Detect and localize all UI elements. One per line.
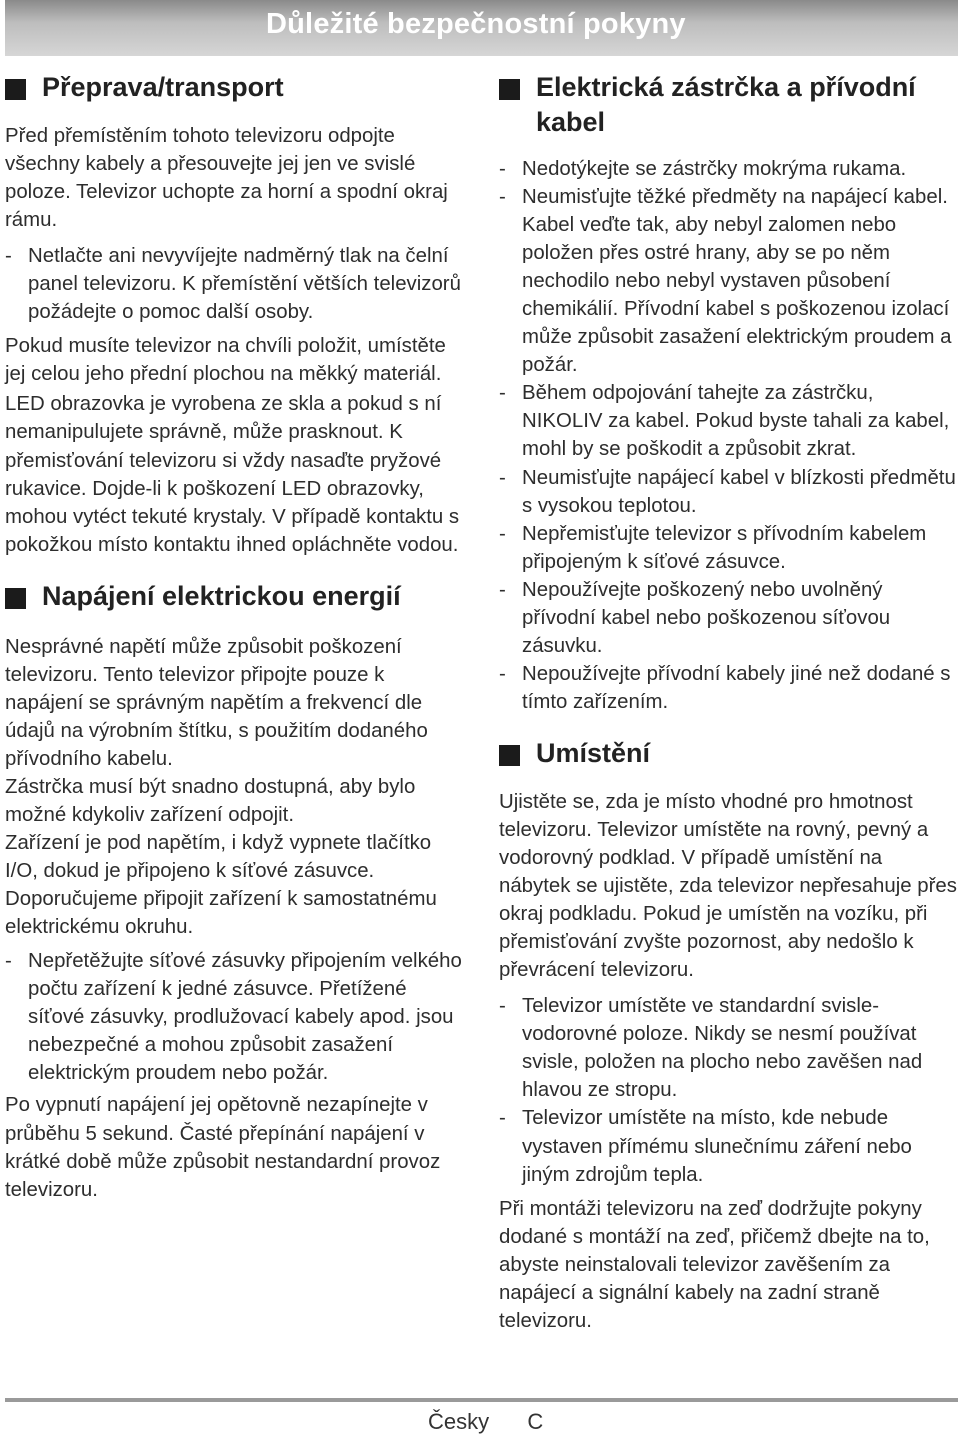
list-item: - Nepřemisťujte televizor s přívodním kabelem připojeným k síťové zásuvce. (499, 522, 927, 573)
section-title-placement: Umístění (499, 736, 957, 771)
power-circuit: Doporučujeme připojit zařízení k samostatnému elektrickému okruhu. (5, 888, 437, 939)
left-column (5, 70, 467, 1204)
list-item: - Neumisťujte těžké předměty na napájecí kabel. Kabel veďte tak, aby nebyl zalomen nebo položen přes ostré hrany, aby se po něm nechodilo nebo nebyl vystaven působení chemikálií. Přívodní kabel s poškozenou izolací může způsobit zasažení elektrickým proudem a požár. (499, 186, 952, 377)
page-number: C (527, 1409, 544, 1434)
section-title-transport: Přeprava/transport (5, 70, 467, 105)
footer-language: Česky (428, 1409, 490, 1434)
section-title-power: Napájení elektrickou energií (5, 579, 467, 614)
list-item: - Neumisťujte napájecí kabel v blízkosti předmětu s vysokou teplotou. (499, 466, 956, 517)
list-item: - Nedotýkejte se zástrčky mokrýma rukama. (499, 158, 907, 180)
list-item: - Nepoužívejte přívodní kabely jiné než dodané s tímto zařízením. (499, 662, 951, 713)
transport-intro: Před přemístěním tohoto televizoru odpojte všechny kabely a přesouvejte jej jen ve svislé poloze. Televizor uchopte za horní a spodní okraj rámu. (5, 125, 448, 232)
placement-intro: Ujistěte se, zda je místo vhodné pro hmotnost televizoru. Televizor umístěte na rovný, pevný a vodorovný podklad. V případě umístění na nábytek se ujistěte, zda televizor nepřesahuje přes okraj podkladu. Pokud je umístěn na vozíku, při přemisťování zvyšte pozornost, aby nedošlo k převrácení televizoru. (499, 790, 957, 982)
list-item: - Nepoužívejte poškozený nebo uvolněný přívodní kabel nebo poškozenou síťovou zásuvku. (499, 578, 891, 657)
power-plug-access: Zástrčka musí být snadno dostupná, aby bylo možné kdykoliv zařízení odpojit. (5, 775, 416, 826)
section-title-plug: Elektrická zástrčka a přívodní kabel (499, 70, 957, 140)
transport-lay-down: Pokud musíte televizor na chvíli položit, umístěte jej celou jeho přední plochou na měkký materiál. (5, 335, 446, 386)
list-item: - Televizor umístěte na místo, kde nebude vystaven přímému slunečnímu záření nebo jiným zdrojům tepla. (499, 1107, 912, 1186)
placement-wall: Při montáži televizoru na zeď dodržujte pokyny dodané s montáží na zeď, přičemž dbejte na to, abyste neinstalovali televizor zavěšením za napájecí a signální kabely na zadní straně televizoru. (499, 1197, 930, 1332)
list-item: - Nepřetěžujte síťové zásuvky připojením velkého počtu zařízení k jedné zásuvce. Přetížené síťové zásuvky, prodlužovací kabely apod. jsou nebezpečné a mohou způsobit zasažení elektrickým proudem nebo požár. (5, 950, 462, 1085)
square-bullet-icon (499, 79, 520, 100)
square-bullet-icon (5, 588, 26, 609)
footer (428, 1409, 543, 1435)
footer-rule (5, 1398, 958, 1402)
right-column (499, 70, 957, 1335)
page-title: Důležité bezpečnostní pokyny (266, 8, 686, 40)
list-item: - Během odpojování tahejte za zástrčku, NIKOLIV za kabel. Pokud byste tahali za kabel, mohl by se poškodit a způsobit zkrat. (499, 382, 950, 461)
list-item: - Netlačte ani nevyvíjejte nadměrný tlak na čelní panel televizoru. K přemístění větších televizorů požádejte o pomoc další osoby. (5, 245, 461, 324)
power-voltage: Nesprávné napětí může způsobit poškození televizoru. Tento televizor připojte pouze k napájení se správným napětím a frekvencí dle údajů na výrobním štítku, s použitím dodaného přívodního kabelu. (5, 635, 428, 770)
square-bullet-icon (499, 745, 520, 766)
power-restart: Po vypnutí napájení jej opětovně nezapínejte v průběhu 5 sekund. Časté přepínání napájení v krátké době může způsobit nestandardní provoz televizoru. (5, 1094, 441, 1201)
transport-glass: LED obrazovka je vyrobena ze skla a pokud s ní nemanipulujete správně, může prasknout. K přemisťování televizoru si vždy nasaďte pryžové rukavice. Dojde-li k poškození LED obrazovky, mohou vytéct tekuté krystaly. V případě kontaktu s pokožkou místo kontaktu ihned opláchněte vodou. (5, 393, 460, 556)
list-item: - Televizor umístěte ve standardní svisle-vodorovné poloze. Nikdy se nesmí používat svisle, položen na plocho nebo zavěšen nad hlavou ze stropu. (499, 995, 923, 1102)
square-bullet-icon (5, 79, 26, 100)
power-live: Zařízení je pod napětím, i když vypnete tlačítko I/O, dokud je připojeno k síťové zásuvce. (5, 832, 432, 883)
